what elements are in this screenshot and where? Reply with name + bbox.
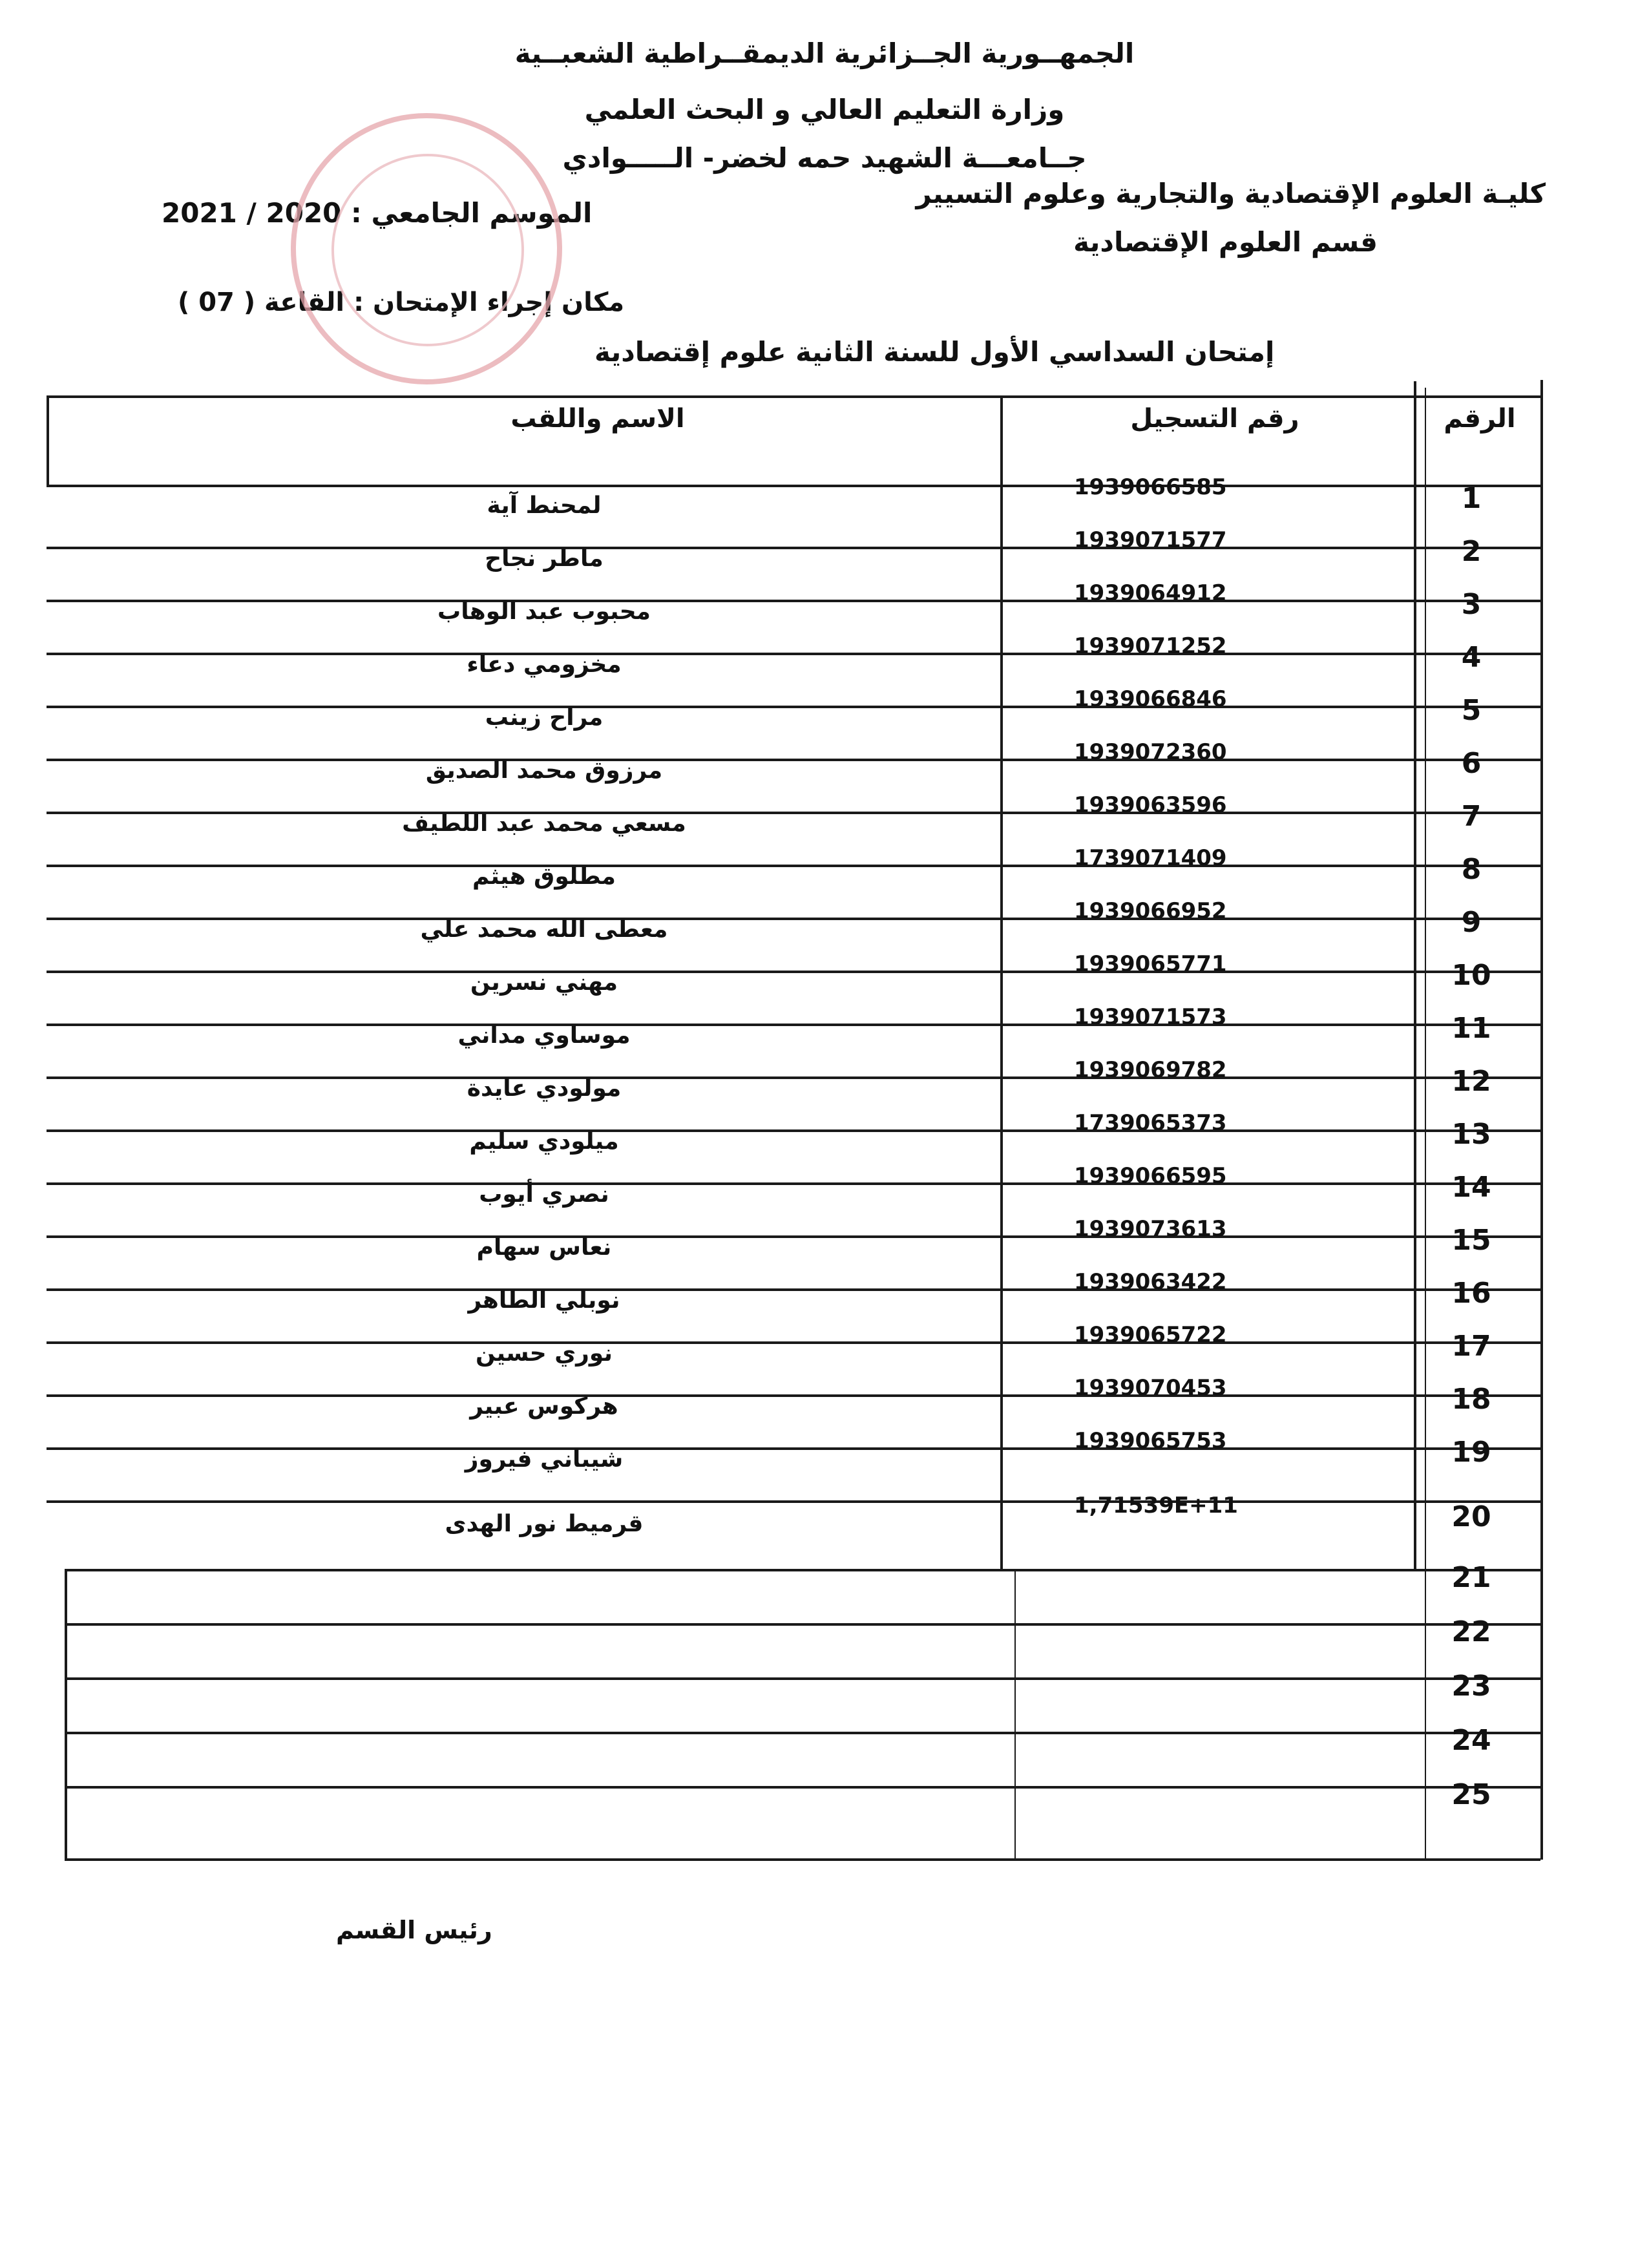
table-row	[47, 793, 1540, 848]
table-row	[47, 846, 1540, 901]
table-row	[47, 529, 1540, 583]
student-name: هركوس عبير	[470, 1393, 618, 1420]
registration-number: 1939069782	[1074, 1057, 1227, 1083]
exam-title: إمتحان السداسي الأول للسنة الثانية علوم إقتصادية	[594, 336, 1275, 368]
header-number: الرقم	[1444, 404, 1516, 434]
university-title: جــامعـــة الشهيد حمه لخضر- الـــــوادي	[562, 142, 1087, 174]
row-number: 8	[1461, 853, 1482, 886]
table-row	[47, 1555, 1540, 1609]
registration-number: 1939065771	[1074, 951, 1227, 977]
row-number: 19	[1451, 1436, 1491, 1469]
ministry-title: وزارة التعليم العالي و البحث العلمي	[584, 94, 1065, 125]
registration-number: 1939063422	[1074, 1269, 1227, 1295]
row-number: 24	[1451, 1724, 1491, 1757]
table-row	[47, 1217, 1540, 1272]
student-name: شيباني فيروز	[465, 1446, 624, 1473]
row-number: 14	[1451, 1171, 1491, 1204]
student-name: مخزومي دعاء	[467, 651, 622, 678]
row-number: 18	[1451, 1383, 1491, 1416]
registration-number: 1939072360	[1074, 739, 1227, 765]
student-name: محبوب عبد الوهاب	[437, 598, 651, 625]
student-name: مراح زينب	[485, 704, 604, 731]
table-row	[47, 1663, 1540, 1717]
table-row	[47, 899, 1540, 954]
row-number: 15	[1451, 1224, 1491, 1257]
student-name: مرزوق محمد الصديق	[425, 757, 663, 784]
row-number: 23	[1451, 1670, 1491, 1703]
row-number: 17	[1451, 1330, 1491, 1363]
header-registration: رقم التسجيل	[1130, 404, 1299, 434]
department-head-signature-label: رئيس القسم	[336, 1916, 492, 1944]
table-row	[47, 740, 1540, 795]
student-name: نوري حسين	[475, 1340, 613, 1367]
table-row	[47, 1164, 1540, 1219]
row-number: 1	[1461, 482, 1482, 515]
table-row	[47, 1111, 1540, 1166]
row-number: 2	[1461, 535, 1482, 568]
header-name: الاسم واللقب	[510, 404, 685, 434]
registration-number: 1939073613	[1074, 1216, 1227, 1242]
student-name: موساوي مداني	[457, 1022, 631, 1049]
row-number: 22	[1451, 1615, 1491, 1648]
student-name: لمحنط آية	[487, 492, 602, 519]
row-number: 4	[1461, 641, 1482, 674]
official-stamp	[291, 113, 562, 384]
registration-number: 1939063596	[1074, 792, 1227, 818]
registration-number: 1939065753	[1074, 1428, 1227, 1454]
table-row	[47, 1609, 1540, 1663]
table-row	[47, 1772, 1540, 1826]
registration-number: 1939071252	[1074, 633, 1227, 659]
student-name: قرميط نور الهدى	[445, 1511, 644, 1537]
table-row	[47, 688, 1540, 742]
registration-number: 1939071577	[1074, 527, 1227, 553]
row-number: 12	[1451, 1065, 1491, 1098]
table-row	[47, 1005, 1540, 1060]
exam-venue: مكان إجراء الإمتحان : القاعة ( 07 )	[178, 288, 625, 317]
student-name: نعاس سهام	[476, 1234, 612, 1261]
faculty-title: كليـة العلوم الإقتصادية والتجارية وعلوم التسيير	[916, 178, 1546, 209]
student-name: مولودي عايدة	[467, 1075, 622, 1102]
registration-number: 1939065722	[1074, 1322, 1227, 1348]
table-row	[47, 1494, 1540, 1548]
table-row	[47, 1429, 1540, 1484]
row-number: 11	[1451, 1012, 1491, 1045]
registration-number: 1939066952	[1074, 898, 1227, 924]
department-title: قسم العلوم الإقتصادية	[1073, 226, 1378, 258]
student-name: نصري أيوب	[479, 1181, 609, 1208]
row-number: 6	[1461, 747, 1482, 780]
row-number: 10	[1451, 959, 1491, 992]
registration-number: 1939066595	[1074, 1163, 1227, 1189]
row-number: 16	[1451, 1277, 1491, 1310]
registration-number: 1939066585	[1074, 474, 1227, 500]
registration-number: 1939066846	[1074, 686, 1227, 712]
row-number: 3	[1461, 588, 1482, 621]
table-row	[47, 952, 1540, 1007]
student-name: مسعي محمد عبد اللطيف	[402, 810, 686, 837]
row-number: 13	[1451, 1118, 1491, 1151]
table-row	[47, 1323, 1540, 1378]
row-number: 5	[1461, 694, 1482, 727]
student-name: معطى الله محمد علي	[420, 916, 668, 943]
registration-number: 1739065373	[1074, 1110, 1227, 1136]
table-row	[47, 1376, 1540, 1431]
student-name: ميلودي سليم	[469, 1128, 619, 1155]
table-row	[47, 1058, 1540, 1113]
table-row	[47, 1717, 1540, 1772]
registration-number: 1939071573	[1074, 1004, 1227, 1030]
registration-number: 1739071409	[1074, 845, 1227, 871]
student-name: مطلوق هيثم	[472, 863, 616, 890]
row-number: 9	[1461, 906, 1482, 939]
registration-number: 1939070453	[1074, 1375, 1227, 1401]
table-row	[47, 1270, 1540, 1325]
table-row	[47, 476, 1540, 530]
registration-number: 1939064912	[1074, 580, 1227, 606]
student-name: نوبلي الطاهر	[468, 1287, 620, 1314]
row-number: 20	[1451, 1500, 1491, 1533]
table-row	[47, 582, 1540, 636]
row-number: 7	[1461, 800, 1482, 833]
student-name: ماطر نجاح	[485, 545, 604, 572]
academic-season: الموسم الجامعي : 2020 / 2021	[162, 197, 593, 229]
student-name: مهني نسرين	[470, 969, 618, 996]
republic-title: الجمهــورية الجــزائرية الديمقــراطية الشعبــية	[514, 37, 1135, 69]
row-number: 25	[1451, 1778, 1491, 1811]
registration-number: 1,71539E+11	[1074, 1493, 1238, 1518]
row-number: 21	[1451, 1561, 1491, 1594]
table-row	[47, 635, 1540, 689]
